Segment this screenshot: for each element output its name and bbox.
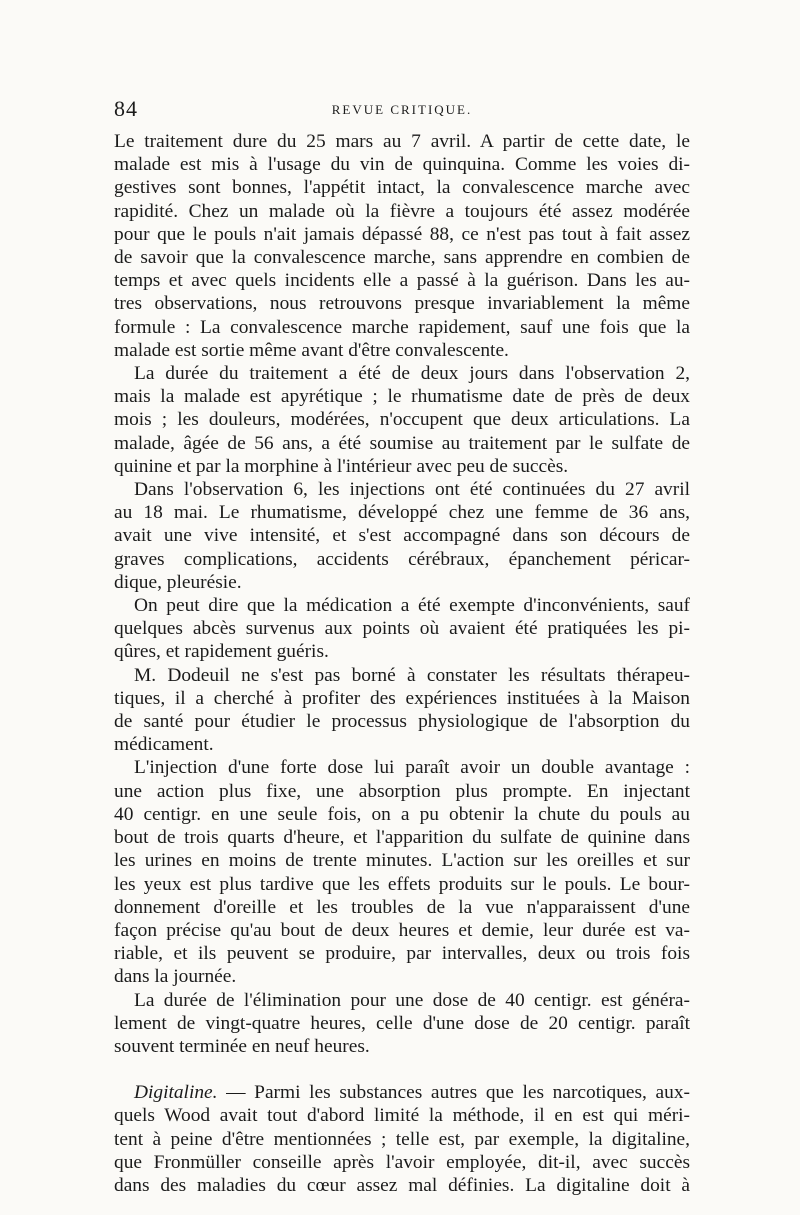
body-text (114, 130, 690, 1058)
text-line: dique, pleurésie. (114, 571, 242, 593)
text-line: formule : La convalescence marche rapidement, sauf une fois que la (114, 316, 690, 338)
text-line: M. Dodeuil ne s'est pas borné à constater les résultats thérapeu- (134, 664, 690, 686)
paragraph (114, 756, 690, 988)
text-line: temps et avec quels incidents elle a passé à la guérison. Dans les au- (114, 270, 690, 292)
paragraph (114, 362, 690, 478)
text-line: quels Wood avait tout d'abord limité la méthode, il en est qui méri- (114, 1105, 690, 1127)
text-line: que Fronmüller conseille après l'avoir employée, dit-il, avec succès (114, 1151, 690, 1173)
text-line: Le traitement dure du 25 mars au 7 avril. A partir de cette date, le (114, 131, 690, 152)
text-line: dans des maladies du cœur assez mal définies. La digitaline doit à (114, 1174, 690, 1196)
text-line: quinine et par la morphine à l'intérieur avec peu de succès. (114, 455, 569, 477)
text-line: souvent terminée en neuf heures. (114, 1035, 370, 1057)
text-line: graves complications, accidents cérébraux, épanchement péricar- (114, 548, 690, 570)
text-line: Dans l'observation 6, les injections ont été continuées du 27 avril (134, 479, 690, 501)
text-line: malade, âgée de 56 ans, a été soumise au traitement par le sulfate de (114, 432, 690, 454)
text-line: bout de trois quarts d'heure, et l'apparition du sulfate de quinine dans (114, 827, 690, 849)
section-gap (114, 1058, 690, 1081)
text-line: gestives sont bonnes, l'appétit intact, la convalescence marche avec (114, 177, 690, 199)
text-line: malade est mis à l'usage du vin de quinquina. Comme les voies di- (114, 154, 690, 176)
journal-title: REVUE CRITIQUE. (331, 102, 473, 117)
text-line: La durée de l'élimination pour une dose de 40 centigr. est généra- (134, 989, 690, 1011)
running-head (114, 96, 690, 126)
text-line: L'injection d'une forte dose lui paraît avoir un double avantage : (134, 757, 690, 779)
text-line: médicament. (114, 734, 214, 756)
digitaline-section (114, 1081, 690, 1197)
text-line: une action plus fixe, une absorption plus prompte. En injectant (114, 780, 690, 802)
paragraph (114, 594, 690, 664)
text-line: mais la malade est apyrétique ; le rhumatisme date de près de deux (114, 386, 690, 408)
text-line: donnement d'oreille et les troubles de la vue n'apparaissent d'une (114, 896, 690, 918)
text-line: malade est sortie même avant d'être convalescente. (114, 339, 509, 361)
text-line: façon précise qu'au bout de deux heures et demie, leur durée est va- (114, 919, 690, 941)
text-line: tent à peine d'être mentionnées ; telle est, par exemple, la digitaline, (114, 1128, 690, 1150)
paragraph (114, 130, 690, 362)
paragraph (114, 989, 690, 1059)
text-line: pour que le pouls n'ait jamais dépassé 88, ce n'est pas tout à fait assez (114, 223, 690, 245)
section-line-0: — Parmi les substances autres que les narcotiques, aux- (217, 1082, 690, 1104)
text-line: au 18 mai. Le rhumatisme, développé chez une femme de 36 ans, (114, 502, 690, 524)
text-line: les urines en moins de trente minutes. L'action sur les oreilles et sur (114, 850, 690, 872)
text-line: avait une vive intensité, et s'est accompagné dans son décours de (114, 525, 690, 547)
text-line: La durée du traitement a été de deux jours dans l'observation 2, (134, 363, 690, 385)
text-line: tres observations, nous retrouvons presque invariablement la même (114, 293, 690, 315)
paragraph (114, 478, 690, 594)
text-line: de santé pour étudier le processus physiologique de l'absorption du (114, 711, 690, 733)
text-line: tiques, il a cherché à profiter des expériences instituées à la Maison (114, 687, 690, 709)
section-heading: Digitaline. (134, 1082, 218, 1104)
text-line: lement de vingt-quatre heures, celle d'une dose de 20 centigr. paraît (114, 1012, 690, 1034)
text-line: qûres, et rapidement guéris. (114, 641, 329, 663)
text-line: quelques abcès survenus aux points où avaient été pratiquées les pi- (114, 618, 690, 640)
text-line: On peut dire que la médication a été exempte d'inconvénients, sauf (134, 595, 690, 617)
text-line: rapidité. Chez un malade où la fièvre a toujours été assez modérée (114, 200, 690, 222)
text-line (114, 1081, 690, 1104)
text-line: les yeux est plus tardive que les effets produits sur le pouls. Le bour- (114, 873, 690, 895)
text-line: riable, et ils peuvent se produire, par intervalles, deux ou trois fois (114, 943, 690, 965)
text-line: dans la journée. (114, 966, 237, 988)
page-number: 84 (114, 96, 138, 121)
text-line: mois ; les douleurs, modérées, n'occupent que deux articulations. La (114, 409, 690, 431)
page (114, 96, 690, 1197)
paragraph (114, 664, 690, 757)
text-line: de savoir que la convalescence marche, sans apprendre en combien de (114, 247, 690, 269)
text-line: 40 centigr. en une seule fois, on a pu obtenir la chute du pouls au (114, 803, 690, 825)
